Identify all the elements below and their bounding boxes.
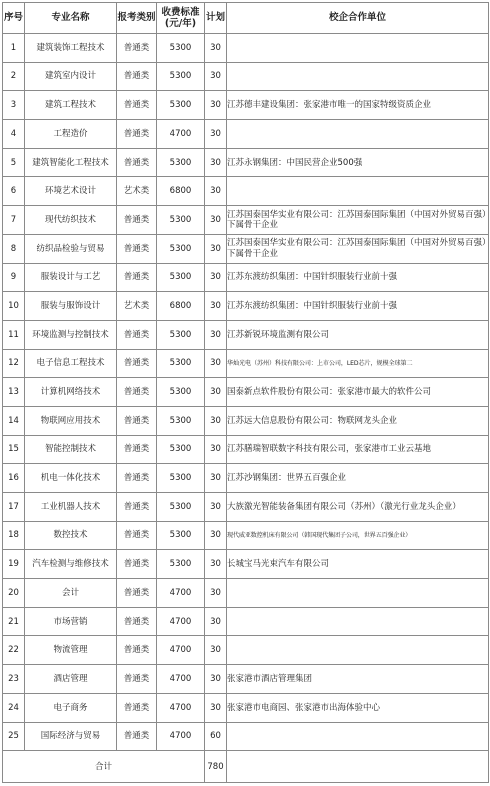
table-row <box>3 550 489 579</box>
cell-fee: 5300 <box>157 148 205 177</box>
table-row <box>3 406 489 435</box>
cell-major: 现代纺织技术 <box>25 206 117 235</box>
cell-no: 7 <box>3 206 25 235</box>
table-row <box>3 493 489 522</box>
cell-plan: 30 <box>205 406 227 435</box>
cell-no: 20 <box>3 579 25 608</box>
cell-no: 22 <box>3 636 25 665</box>
cell-fee: 5300 <box>157 378 205 407</box>
cell-fee: 6800 <box>157 177 205 206</box>
table-row <box>3 91 489 120</box>
cell-plan: 30 <box>205 636 227 665</box>
cell-fee: 5300 <box>157 62 205 91</box>
cell-partner <box>227 34 489 63</box>
cell-no: 23 <box>3 665 25 694</box>
cell-plan: 30 <box>205 91 227 120</box>
cell-category: 普通类 <box>117 607 157 636</box>
cell-no: 21 <box>3 607 25 636</box>
cell-fee: 5300 <box>157 550 205 579</box>
cell-fee: 5300 <box>157 464 205 493</box>
cell-fee: 4700 <box>157 607 205 636</box>
cell-no: 16 <box>3 464 25 493</box>
header-plan: 计划 <box>205 3 227 34</box>
cell-fee: 5300 <box>157 34 205 63</box>
cell-plan: 30 <box>205 693 227 722</box>
cell-major: 建筑工程技术 <box>25 91 117 120</box>
cell-fee: 5300 <box>157 320 205 349</box>
cell-category: 普通类 <box>117 320 157 349</box>
table-row <box>3 177 489 206</box>
cell-partner: 长城宝马光束汽车有限公司 <box>227 550 489 579</box>
cell-major: 工程造价 <box>25 120 117 149</box>
cell-partner <box>227 722 489 751</box>
cell-no: 25 <box>3 722 25 751</box>
cell-major: 建筑室内设计 <box>25 62 117 91</box>
cell-major: 物流管理 <box>25 636 117 665</box>
cell-no: 12 <box>3 349 25 378</box>
cell-no: 3 <box>3 91 25 120</box>
cell-major: 服装与服饰设计 <box>25 292 117 321</box>
cell-partner: 江苏东渡纺织集团：中国针织服装行业前十强 <box>227 263 489 292</box>
table-row <box>3 665 489 694</box>
cell-partner: 江苏国泰国华实业有限公司：江苏国泰国际集团（中国对外贸易百强）下属骨干企业 <box>227 234 489 263</box>
cell-category: 普通类 <box>117 693 157 722</box>
cell-partner: 国泰新点软件股份有限公司：张家港市最大的软件公司 <box>227 378 489 407</box>
cell-partner: 江苏东渡纺织集团：中国针织服装行业前十强 <box>227 292 489 321</box>
header-fee: 收费标准(元/年) <box>157 3 205 34</box>
cell-fee: 5300 <box>157 521 205 550</box>
cell-plan: 30 <box>205 521 227 550</box>
table-row <box>3 234 489 263</box>
cell-plan: 30 <box>205 349 227 378</box>
cell-category: 普通类 <box>117 34 157 63</box>
cell-partner: 江苏远大信息股份有限公司：物联网龙头企业 <box>227 406 489 435</box>
cell-plan: 30 <box>205 579 227 608</box>
cell-major: 环境艺术设计 <box>25 177 117 206</box>
header-major: 专业名称 <box>25 3 117 34</box>
cell-major: 建筑装饰工程技术 <box>25 34 117 63</box>
cell-fee: 5300 <box>157 349 205 378</box>
cell-category: 普通类 <box>117 493 157 522</box>
cell-plan: 30 <box>205 34 227 63</box>
cell-category: 普通类 <box>117 91 157 120</box>
cell-no: 9 <box>3 263 25 292</box>
table-row <box>3 292 489 321</box>
cell-plan: 30 <box>205 62 227 91</box>
cell-category: 普通类 <box>117 263 157 292</box>
cell-fee: 5300 <box>157 435 205 464</box>
cell-no: 13 <box>3 378 25 407</box>
cell-category: 普通类 <box>117 550 157 579</box>
cell-partner <box>227 120 489 149</box>
cell-plan: 30 <box>205 665 227 694</box>
enrollment-table <box>2 2 489 783</box>
cell-major: 电子商务 <box>25 693 117 722</box>
cell-fee: 5300 <box>157 493 205 522</box>
cell-partner: 江苏德丰建设集团：张家港市唯一的国家特级资质企业 <box>227 91 489 120</box>
cell-fee: 4700 <box>157 722 205 751</box>
header-partner: 校企合作单位 <box>227 3 489 34</box>
cell-fee: 4700 <box>157 636 205 665</box>
cell-category: 普通类 <box>117 120 157 149</box>
cell-plan: 30 <box>205 292 227 321</box>
cell-fee: 5300 <box>157 406 205 435</box>
cell-category: 普通类 <box>117 62 157 91</box>
table-row <box>3 34 489 63</box>
cell-category: 普通类 <box>117 406 157 435</box>
total-partner <box>227 751 489 783</box>
cell-fee: 5300 <box>157 91 205 120</box>
cell-partner <box>227 579 489 608</box>
table-row <box>3 378 489 407</box>
cell-major: 机电一体化技术 <box>25 464 117 493</box>
cell-fee: 4700 <box>157 120 205 149</box>
table-row <box>3 206 489 235</box>
cell-plan: 30 <box>205 493 227 522</box>
cell-no: 1 <box>3 34 25 63</box>
cell-category: 普通类 <box>117 148 157 177</box>
cell-no: 14 <box>3 406 25 435</box>
cell-major: 电子信息工程技术 <box>25 349 117 378</box>
cell-partner <box>227 607 489 636</box>
cell-major: 国际经济与贸易 <box>25 722 117 751</box>
total-plan: 780 <box>205 751 227 783</box>
cell-plan: 30 <box>205 435 227 464</box>
cell-no: 5 <box>3 148 25 177</box>
cell-plan: 30 <box>205 120 227 149</box>
cell-fee: 6800 <box>157 292 205 321</box>
cell-partner <box>227 636 489 665</box>
cell-plan: 30 <box>205 464 227 493</box>
cell-plan: 30 <box>205 378 227 407</box>
table-row <box>3 722 489 751</box>
cell-no: 17 <box>3 493 25 522</box>
table-row <box>3 464 489 493</box>
cell-fee: 4700 <box>157 665 205 694</box>
table-row <box>3 435 489 464</box>
header-no: 序号 <box>3 3 25 34</box>
table-row <box>3 120 489 149</box>
cell-fee: 4700 <box>157 693 205 722</box>
cell-partner: 江苏膳瑞智联数字科技有限公司，张家港市工业云基地 <box>227 435 489 464</box>
cell-partner: 江苏新锐环境监测有限公司 <box>227 320 489 349</box>
table-row <box>3 693 489 722</box>
cell-category: 普通类 <box>117 435 157 464</box>
cell-category: 普通类 <box>117 349 157 378</box>
cell-category: 普通类 <box>117 665 157 694</box>
cell-no: 19 <box>3 550 25 579</box>
cell-partner: 现代威亚数控机床有限公司（韩国现代集团子公司，世界五百强企业） <box>227 521 489 550</box>
cell-category: 普通类 <box>117 722 157 751</box>
cell-major: 会计 <box>25 579 117 608</box>
cell-category: 普通类 <box>117 464 157 493</box>
table-row <box>3 320 489 349</box>
cell-partner: 江苏沙钢集团：世界五百强企业 <box>227 464 489 493</box>
cell-major: 建筑智能化工程技术 <box>25 148 117 177</box>
cell-major: 物联网应用技术 <box>25 406 117 435</box>
table-row <box>3 349 489 378</box>
cell-no: 2 <box>3 62 25 91</box>
cell-fee: 5300 <box>157 234 205 263</box>
cell-partner: 江苏永钢集团：中国民营企业500强 <box>227 148 489 177</box>
cell-major: 数控技术 <box>25 521 117 550</box>
cell-major: 酒店管理 <box>25 665 117 694</box>
cell-no: 10 <box>3 292 25 321</box>
cell-partner <box>227 177 489 206</box>
cell-major: 市场营销 <box>25 607 117 636</box>
cell-category: 普通类 <box>117 234 157 263</box>
cell-plan: 30 <box>205 206 227 235</box>
table-row <box>3 521 489 550</box>
cell-partner: 大族激光智能装备集团有限公司（苏州）（激光行业龙头企业） <box>227 493 489 522</box>
cell-category: 普通类 <box>117 521 157 550</box>
cell-major: 纺织品检验与贸易 <box>25 234 117 263</box>
cell-plan: 60 <box>205 722 227 751</box>
table-row <box>3 62 489 91</box>
table-row <box>3 148 489 177</box>
table-body <box>3 34 489 751</box>
table-row <box>3 607 489 636</box>
cell-major: 服装设计与工艺 <box>25 263 117 292</box>
header-category: 报考类别 <box>117 3 157 34</box>
cell-major: 汽车检测与维修技术 <box>25 550 117 579</box>
cell-category: 艺术类 <box>117 292 157 321</box>
cell-plan: 30 <box>205 320 227 349</box>
cell-category: 普通类 <box>117 206 157 235</box>
cell-major: 工业机器人技术 <box>25 493 117 522</box>
cell-category: 普通类 <box>117 378 157 407</box>
cell-category: 艺术类 <box>117 177 157 206</box>
header-row <box>3 3 489 34</box>
cell-partner: 张家港市酒店管理集团 <box>227 665 489 694</box>
cell-fee: 5300 <box>157 206 205 235</box>
table-row <box>3 263 489 292</box>
cell-partner: 江苏国泰国华实业有限公司：江苏国泰国际集团（中国对外贸易百强）下属骨干企业 <box>227 206 489 235</box>
cell-no: 18 <box>3 521 25 550</box>
cell-major: 计算机网络技术 <box>25 378 117 407</box>
cell-major: 环境监测与控制技术 <box>25 320 117 349</box>
cell-plan: 30 <box>205 234 227 263</box>
cell-partner: 张家港市电商园、张家港市出海体验中心 <box>227 693 489 722</box>
cell-category: 普通类 <box>117 579 157 608</box>
cell-category: 普通类 <box>117 636 157 665</box>
cell-plan: 30 <box>205 550 227 579</box>
cell-fee: 4700 <box>157 579 205 608</box>
table-row <box>3 636 489 665</box>
total-label: 合计 <box>3 751 205 783</box>
table-row <box>3 579 489 608</box>
cell-no: 6 <box>3 177 25 206</box>
cell-no: 4 <box>3 120 25 149</box>
cell-partner: 华灿光电（苏州）科技有限公司：上市公司，LED芯片，规模全球第二 <box>227 349 489 378</box>
cell-no: 8 <box>3 234 25 263</box>
cell-plan: 30 <box>205 607 227 636</box>
cell-major: 智能控制技术 <box>25 435 117 464</box>
cell-no: 11 <box>3 320 25 349</box>
cell-plan: 30 <box>205 148 227 177</box>
total-row <box>3 751 489 783</box>
cell-no: 24 <box>3 693 25 722</box>
cell-no: 15 <box>3 435 25 464</box>
cell-fee: 5300 <box>157 263 205 292</box>
cell-plan: 30 <box>205 177 227 206</box>
cell-partner <box>227 62 489 91</box>
cell-plan: 30 <box>205 263 227 292</box>
